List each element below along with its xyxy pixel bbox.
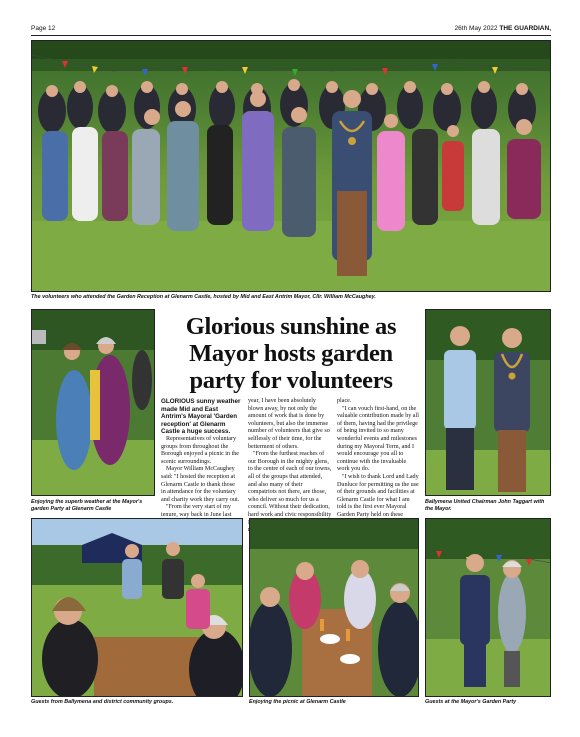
bottom-middle-photo-illustration bbox=[250, 519, 419, 697]
paper-name: THE GUARDIAN, bbox=[499, 25, 551, 32]
article-paragraph: Mayor William McCaughey said: "I hosted the reception at Glenarm Castle to thank those in attendance for the voluntary and charity work they carry out. bbox=[161, 466, 240, 503]
bottom-left-photo bbox=[31, 518, 243, 697]
article-column-2 bbox=[248, 398, 332, 535]
bottom-middle-photo bbox=[249, 518, 419, 697]
hero-photo-illustration bbox=[32, 41, 551, 292]
article-paragraph: "From the furthest reaches of our Borough in the mighty glens, to the centre of each of our towns, all of the groups that attended, and also many of their compatriots not there, are those, who deliver so much for us a council. Without their dedication, hard work and civic responsibility bbox=[248, 451, 332, 518]
article-paragraph: place. bbox=[337, 398, 352, 404]
bottom-right-photo bbox=[425, 518, 551, 697]
bottom-left-caption: Guests from Ballymena and district community groups. bbox=[31, 699, 174, 705]
left-caption: Enjoying the superb weather at the Mayor's garden Party at Glenarm Castle bbox=[31, 499, 143, 512]
hero-caption: The volunteers who attended the Garden Reception at Glenarm Castle, hosted by Mid and East Antrim Mayor, Cllr. William McCaughey. bbox=[31, 294, 376, 300]
hero-group-photo bbox=[31, 40, 551, 292]
bottom-middle-caption: Enjoying the picnic at Glenarm Castle bbox=[249, 699, 346, 705]
article-paragraph: "From the very start of my tenure, way back in June last bbox=[161, 504, 232, 518]
article-paragraph: "I can vouch first-hand, on the valuable contribution made by all of them, having had the privilege of being invited to so many wonderful events and milestones during my Mayoral Term, and I would encourage you all to continue with the invaluable work you do. bbox=[337, 405, 419, 473]
article-column-1 bbox=[161, 398, 241, 520]
bottom-right-photo-illustration bbox=[426, 519, 551, 697]
right-photo bbox=[425, 309, 551, 496]
bottom-left-photo-illustration bbox=[32, 519, 243, 697]
issue-date bbox=[455, 25, 551, 32]
article-paragraph: Representatives of voluntary groups from throughout the Borough enjoyed a picnic in the scenic surroundings. bbox=[161, 435, 240, 465]
page-number: Page 12 bbox=[31, 25, 56, 32]
page-header bbox=[31, 24, 551, 34]
article-paragraph: "I wish to thank Lord and Lady Dunluce for permitting us the use of their grounds and facilities at Glenarm Castle for what I am told is the first ever Mayoral Garden Party held on these bbox=[337, 473, 419, 518]
bottom-right-caption: Guests at the Mayor's Garden Party bbox=[425, 699, 517, 705]
right-caption: Ballymena United Chairman John Taggart with the Mayor. bbox=[425, 499, 545, 512]
header-rule bbox=[31, 35, 551, 36]
left-photo bbox=[31, 309, 155, 496]
article-paragraph: year, I have been absolutely blown away, by not only the amount of work that is done by volunteers, but also the immense number of volunteers that give so selflessly of their time, for the betterment of others. bbox=[248, 398, 330, 450]
left-photo-illustration bbox=[32, 310, 155, 496]
article-headline: Glorious sunshine as Mayor hosts garden party for volunteers bbox=[185, 313, 397, 394]
article-lead-paragraph: GLORIOUS sunny weather made Mid and East Antrim's Mayoral 'Garden reception' at Glenarm Castle a huge success. bbox=[161, 398, 241, 436]
right-photo-illustration bbox=[426, 310, 551, 496]
date-text: 26th May 2022 bbox=[454, 25, 498, 32]
